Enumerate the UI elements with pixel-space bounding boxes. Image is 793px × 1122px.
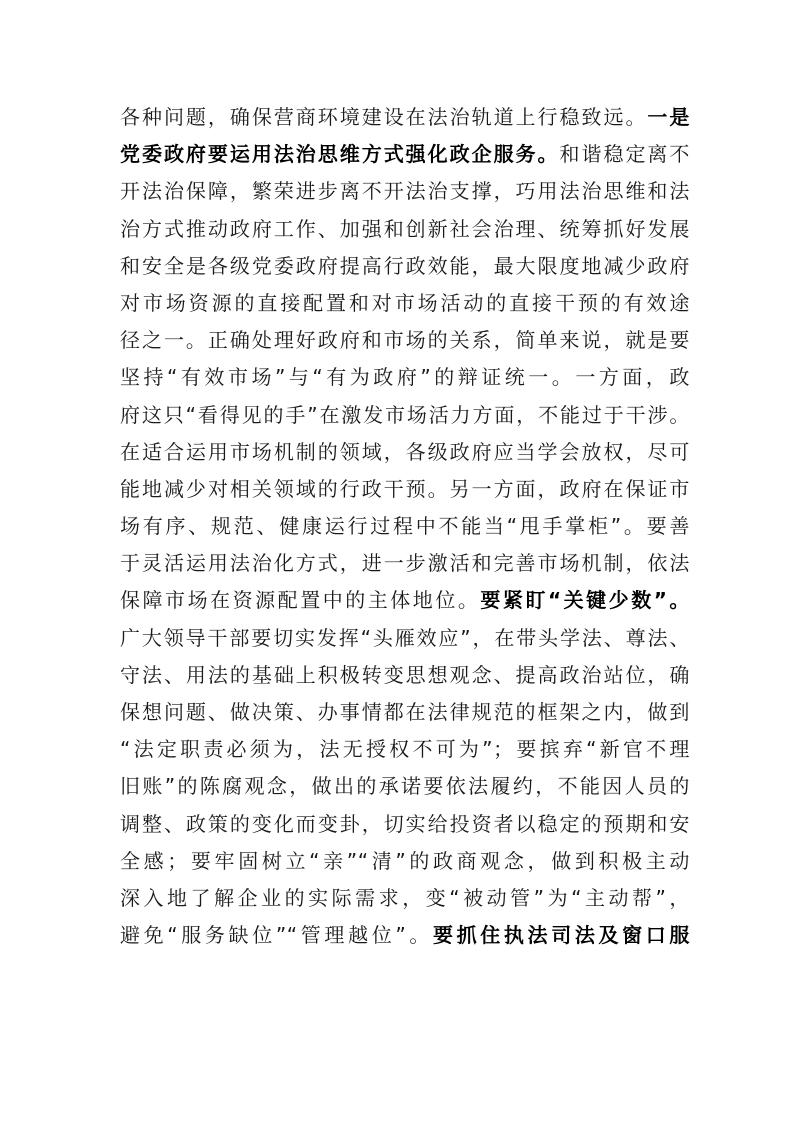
text-line xyxy=(120,806,690,843)
text-line xyxy=(120,582,690,619)
text-segment: 府这只“看得见的手”在激发市场活力方面，不能过于干涉。 xyxy=(120,402,690,427)
text-segment: 开法治保障，繁荣进步离不开法治支撑，巧用法治思维和法 xyxy=(120,179,690,204)
text-line xyxy=(120,99,690,136)
text-line xyxy=(120,471,690,508)
text-line xyxy=(120,173,690,210)
text-segment: 守法、用法的基础上积极转变思想观念、提高政治站位，确 xyxy=(120,662,690,687)
text-line xyxy=(120,322,690,359)
bold-text-segment: 一是 xyxy=(647,105,690,129)
bold-text-segment: 要抓住执法司法及窗口服 xyxy=(433,923,690,948)
text-line xyxy=(120,397,690,434)
text-line xyxy=(120,211,690,248)
text-segment: “法定职责必须为，法无授权不可为”；要摈弃“新官不理 xyxy=(120,737,690,762)
text-segment: 和安全是各级党委政府提高行政效能，最大限度地减少政府 xyxy=(120,253,690,278)
text-segment: 调整、政策的变化而变卦，切实给投资者以稳定的预期和安 xyxy=(120,811,690,836)
text-line xyxy=(120,880,690,917)
text-segment: 保障市场在资源配置中的主体地位。 xyxy=(120,588,481,613)
text-segment: 于灵活运用法治化方式，进一步激活和完善市场机制，依法 xyxy=(120,551,690,576)
text-line xyxy=(120,359,690,396)
bold-text-segment: 党委政府要运用法治思维方式强化政企服务。 xyxy=(120,142,560,167)
text-segment: 治方式推动政府工作、加强和创新社会治理、统筹抓好发展 xyxy=(120,216,690,241)
text-line xyxy=(120,657,690,694)
text-segment: 避免“服务缺位”“管理越位”。 xyxy=(120,923,433,948)
text-segment: 各种问题，确保营商环境建设在法治轨道上行稳致远。 xyxy=(120,105,648,129)
text-line xyxy=(120,136,690,173)
text-segment: 旧账”的陈腐观念，做出的承诺要依法履约，不能因人员的 xyxy=(120,774,690,799)
text-line xyxy=(120,843,690,880)
text-segment: 全感；要牢固树立“亲”“清”的政商观念，做到积极主动 xyxy=(120,848,690,873)
text-segment: 保想问题、做决策、办事情都在法律规范的框架之内，做到 xyxy=(120,700,690,724)
text-segment: 对市场资源的直接配置和对市场活动的直接干预的有效途 xyxy=(120,290,690,315)
text-segment: 径之一。正确处理好政府和市场的关系，简单来说，就是要 xyxy=(120,328,690,353)
text-segment: 广大领导干部要切实发挥“头雁效应”，在带头学法、尊法、 xyxy=(120,625,690,650)
text-segment: 和谐稳定离不 xyxy=(559,142,690,167)
text-line xyxy=(120,285,690,322)
text-segment: 坚持“有效市场”与“有为政府”的辩证统一。一方面，政 xyxy=(120,365,690,390)
text-line xyxy=(120,248,690,285)
text-segment: 在适合运用市场机制的领域，各级政府应当学会放权，尽可 xyxy=(120,439,690,464)
text-line xyxy=(120,768,690,805)
text-line xyxy=(120,434,690,471)
text-segment: 场有序、规范、健康运行过程中不能当“甩手掌柜”。要善 xyxy=(120,514,690,539)
text-line xyxy=(120,731,690,768)
text-line xyxy=(120,917,690,954)
text-line xyxy=(120,620,690,657)
text-line xyxy=(120,545,690,582)
text-line xyxy=(120,694,690,731)
text-line xyxy=(120,508,690,545)
text-segment: 能地减少对相关领域的行政干预。另一方面，政府在保证市 xyxy=(120,476,690,501)
bold-text-segment: 要紧盯“关键少数”。 xyxy=(480,588,690,613)
text-segment: 深入地了解企业的实际需求，变“被动管”为“主动帮”， xyxy=(120,885,690,910)
body-text xyxy=(120,99,690,954)
